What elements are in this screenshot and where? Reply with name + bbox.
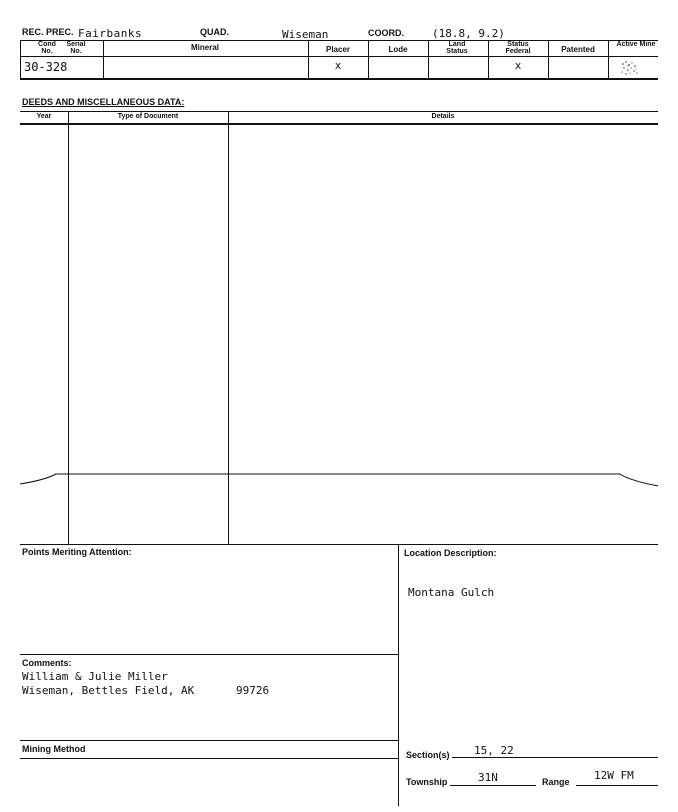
cond-serial-value: 30-328 (24, 60, 68, 74)
rec-prec-label: REC. PREC. (22, 27, 74, 37)
serial-no-header: Serial No. (66, 41, 86, 55)
deeds-type-header: Type of Document (117, 113, 179, 120)
land-status-header: Land Status (446, 41, 468, 55)
points-label: Points Meriting Attention: (22, 547, 132, 557)
deeds-details-header: Details (431, 113, 455, 120)
active-mine-header: Active Mine (616, 41, 656, 48)
range-value: 12W FM (594, 769, 634, 782)
sections-value: 15, 22 (474, 744, 514, 757)
range-label: Range (542, 777, 570, 787)
sections-label: Section(s) (406, 750, 450, 760)
comments-label: Comments: (22, 658, 72, 668)
status-federal-value: x (514, 59, 522, 72)
comments-line2: Wiseman, Bettles Field, AK (22, 684, 195, 697)
cond-no-header: Cond No. (38, 41, 56, 55)
mineral-header: Mineral (190, 43, 219, 52)
deeds-section-title: DEEDS AND MISCELLANEOUS DATA: (22, 97, 185, 107)
coord-value: (18.8, 9.2) (432, 27, 505, 40)
placer-value: x (334, 59, 342, 72)
comments-line1: William & Julie Miller (22, 670, 168, 683)
location-label: Location Description: (404, 548, 497, 558)
location-value: Montana Gulch (408, 586, 495, 599)
quad-value: Wiseman (282, 28, 329, 41)
coord-label: COORD. (368, 28, 404, 38)
lode-header: Lode (388, 45, 408, 54)
mining-method-label: Mining Method (22, 744, 86, 754)
township-label: Township (406, 777, 448, 787)
patented-header: Patented (561, 45, 595, 54)
rec-prec-value: Fairbanks (78, 27, 143, 40)
status-federal-header: Status Federal (505, 41, 531, 55)
comments-zip: 99726 (236, 684, 270, 697)
placer-header: Placer (325, 45, 351, 54)
township-value: 31N (478, 771, 498, 784)
deeds-year-header: Year (36, 113, 52, 120)
quad-label: QUAD. (200, 27, 229, 37)
